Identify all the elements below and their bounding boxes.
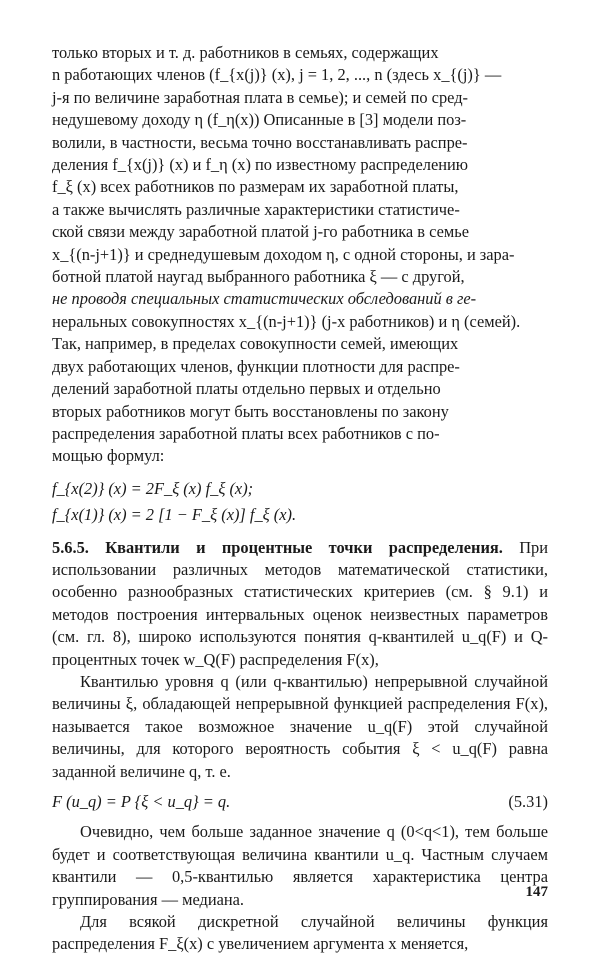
text-line: x_{(n-j+1)} и среднедушевым доходом η, с одной стороны, и зара- [52,244,515,264]
equation-number: (5.31) [508,792,548,811]
text-line: двух работающих членов, функции плотности для распре- [52,356,460,376]
text-line: неральных совокупностях x_{(n-j+1)} (j-x работников) и η (семей). [52,311,521,331]
section-paragraph [52,537,548,671]
text-line: ботной платой наугад выбранного работника ξ — с другой, [52,267,465,287]
section-heading: 5.6.5. Квантили и процентные точки распределения. [52,537,503,557]
formula-x1: f_{x(1)} (x) = 2 [1 − F_ξ (x)] f_ξ (x). [52,505,297,525]
paragraph: Для всякой дискретной случайной величины функция распределения F_ξ(x) с увеличением аргумента x меняется, [52,912,548,954]
text-line: деления f_{x(j)} (x) и f_η (x) по известному распределению [52,155,469,175]
formula-x2: f_{x(2)} (x) = 2F_ξ (x) f_ξ (x); [52,478,254,498]
text-line: распределения заработной платы всех работников с по- [52,423,440,443]
quantile-definition: Квантилью уровня q (или q-квантилью) непрерывной случайной величины ξ, обладающей непрерывной функцией распределения F(x), называется такое возможное значение u_q(F) этой случайной величины, для которого вероятность события ξ < u_q(F) равна заданной величине q, т. е. [52,671,548,781]
text-line: n работающих членов (f_{x(j)} (x), j = 1, 2, ..., n (здесь x_{(j)} — [52,65,502,85]
text-line: Так, например, в пределах совокупности семей, имеющих [52,334,459,354]
text-line: вторых работников могут быть восстановлены по закону [52,401,449,421]
page-body [52,42,548,956]
section-text: При использовании различных методов математической статистики, особенно разнообразных статистических критериев (см. § 9.1) и методов построения интервальных оценок неизвестных параметров (см. гл. 8), широко используются понятия q-квантилей u_q(F) и Q-процентных точек w_Q(F) распределения F(x), [52,537,549,669]
text-line: j-я по величине заработная плата в семье); и семей по сред- [52,87,469,107]
equation-row [52,791,548,813]
text-line: а также вычислять различные характеристики статистиче- [52,199,460,219]
page-number: 147 [525,884,548,900]
text-line: ской связи между заработной платой j-го работника в семье [52,222,470,242]
paragraph: Очевидно, чем больше заданное значение q (0<q<1), тем больше будет и соответствующая величина квантили u_q. Частным случаем квантили — 0,5-квантилью является характеристика центра группирования — медиана. [52,822,548,909]
text-line: только вторых и т. д. работников в семьях, содержащих [52,43,439,62]
text-line-italic: не проводя специальных статистических обследований в ге- [52,289,477,309]
text-line: волили, в частности, весьма точно восстанавливать распре- [52,132,468,152]
equation: F (u_q) = P {ξ < u_q} = q. [52,792,231,811]
text-line: f_ξ (x) всех работников по размерам их заработной платы, [52,177,459,197]
text-line: недушевому доходу η (f_η(x)) Описанные в [3] модели поз- [52,110,467,130]
text-line: мощью формул: [52,446,165,466]
text-line: делений заработной платы отдельно первых и отдельно [52,379,441,399]
